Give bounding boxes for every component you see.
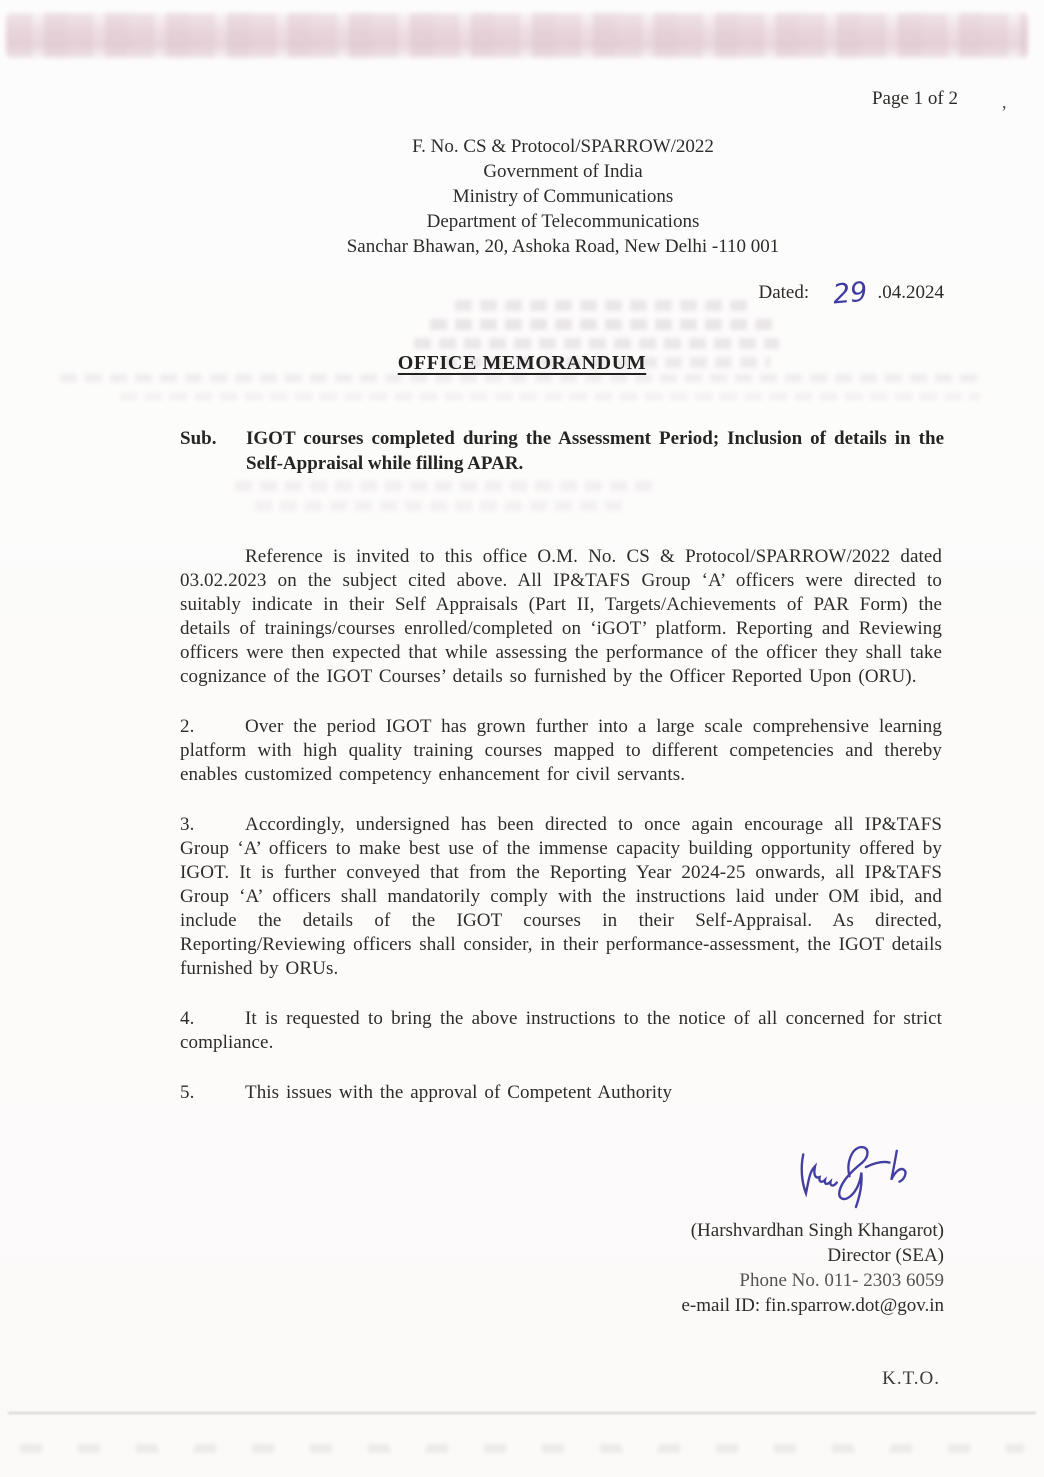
dated-month-year: .04.2024 bbox=[877, 282, 944, 303]
paragraph-text: This issues with the approval of Competent Authority bbox=[245, 1082, 673, 1103]
scan-artifact-bleedthrough bbox=[235, 481, 655, 491]
scan-artifact-bottom-smudge bbox=[20, 1444, 1024, 1453]
scan-artifact-bottom-line bbox=[8, 1412, 1036, 1414]
signatory-designation: Director (SEA) bbox=[827, 1245, 944, 1266]
paragraph bbox=[180, 1007, 942, 1055]
date-line bbox=[758, 276, 944, 311]
subject-label: Sub. bbox=[180, 428, 217, 449]
signatory-name: (Harshvardhan Singh Khangarot) bbox=[690, 1220, 944, 1241]
title-row bbox=[0, 352, 1044, 375]
paragraph bbox=[180, 813, 942, 981]
paragraph-text: Accordingly, undersigned has been directed to once again encourage all IP&TAFS Group ‘A’ officers to make best use of the immense capacity building opportunity offered by IGOT. It is further conveyed that from the Reporting Year 2024-25 onwards, all IP&TAFS Group ‘A’ officers shall mandatorily comply with the instructions laid under OM ibid, and include the details of the IGOT courses in their Self-Appraisal. As directed, Reporting/Reviewing officers shall consider, in their performance-assessment, the IGOT details furnished by ORUs. bbox=[180, 814, 942, 979]
paragraph-number: 4. bbox=[180, 1008, 195, 1029]
scan-artifact-stray-mark: , bbox=[1002, 92, 1007, 112]
scan-artifact-bleedthrough bbox=[414, 338, 779, 349]
subject-text: IGOT courses completed during the Assessment Period; Inclusion of details in the Self-Appraisal while filling APAR. bbox=[246, 428, 944, 474]
paragraph bbox=[180, 545, 942, 689]
signature-scribble-icon bbox=[796, 1140, 914, 1216]
signatory-block bbox=[681, 1218, 944, 1318]
paragraph-text: Over the period IGOT has grown further into a large scale comprehensive learning platform with high quality training courses mapped to different competencies and thereby enables customized competency enhancement for civil servants. bbox=[180, 716, 942, 785]
signatory-phone: Phone No. 011- 2303 6059 bbox=[739, 1270, 944, 1291]
paragraph-text: Reference is invited to this office O.M. No. CS & Protocol/SPARROW/2022 dated 03.02.2023 on the subject cited above. All IP&TAFS Group ‘A’ officers were directed to suitably indicate in their Self Appraisals (Part II, Targets/Achievements of PAR Form) the details of trainings/courses enrolled/completed on ‘iGOT’ platform. Reporting and Reviewing officers were then expected that while assessing the performance of the officer they shall take cognizance of the IGOT Courses’ details so furnished by the Officer Reported Upon (ORU). bbox=[180, 546, 942, 687]
document-title: OFFICE MEMORANDUM bbox=[397, 352, 647, 374]
org-address: Sanchar Bhawan, 20, Ashoka Road, New Delhi -110 001 bbox=[346, 236, 780, 257]
paragraph-number: 3. bbox=[180, 814, 195, 835]
page-number: Page 1 of 2 bbox=[871, 88, 958, 109]
scan-artifact-bleedthrough bbox=[60, 374, 985, 382]
paragraph-number: 5. bbox=[180, 1082, 195, 1103]
scan-artifact-top-band bbox=[6, 13, 1028, 58]
signatory-email: e-mail ID: fin.sparrow.dot@gov.in bbox=[681, 1295, 944, 1316]
file-number: F. No. CS & Protocol/SPARROW/2022 bbox=[412, 136, 714, 157]
paragraph-number: 2. bbox=[180, 716, 195, 737]
scan-artifact-bleedthrough bbox=[120, 393, 980, 400]
scan-artifact-bleedthrough bbox=[255, 501, 630, 511]
memo-body bbox=[180, 545, 942, 1105]
paragraph bbox=[180, 1081, 942, 1105]
org-government: Government of India bbox=[483, 161, 643, 182]
scan-artifact-bleedthrough bbox=[430, 319, 775, 330]
paragraph bbox=[180, 715, 942, 787]
paragraph-text: It is requested to bring the above instructions to the notice of all concerned for strict compliance. bbox=[180, 1008, 942, 1053]
dated-label: Dated: bbox=[758, 282, 810, 303]
org-department: Department of Telecommunications bbox=[426, 211, 700, 232]
subject-line bbox=[180, 426, 944, 476]
org-ministry: Ministry of Communications bbox=[452, 186, 674, 207]
scan-artifact-bleedthrough bbox=[455, 300, 755, 311]
kto-note: K.T.O. bbox=[882, 1368, 940, 1389]
letterhead bbox=[182, 134, 944, 259]
handwritten-date-day: 29 bbox=[831, 276, 869, 311]
